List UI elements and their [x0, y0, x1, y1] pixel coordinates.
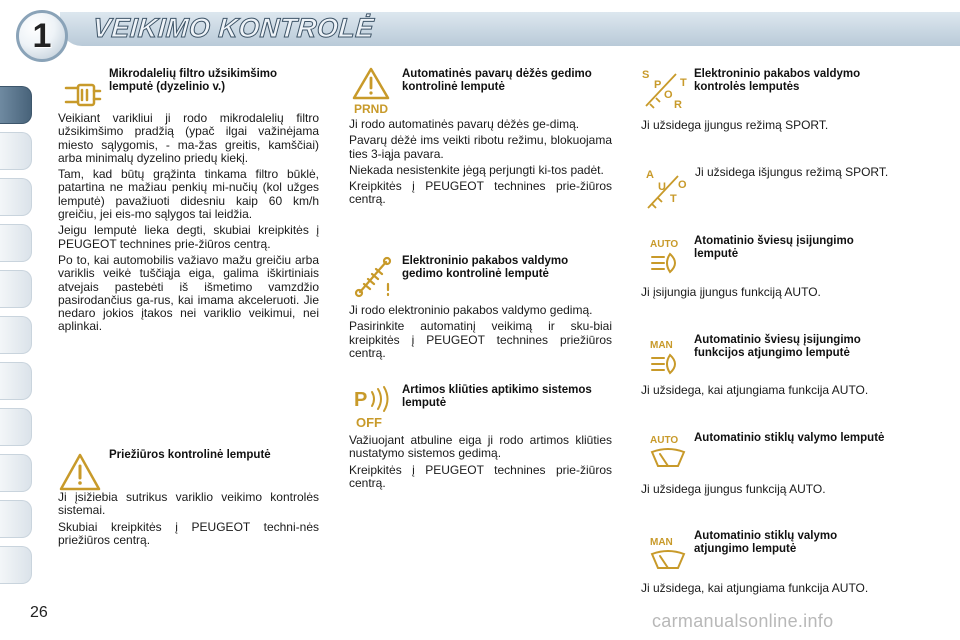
paragraph: Ji įsijungia įjungus funkciją AUTO. — [641, 285, 821, 299]
section-title-suspension-control: Elektroninio pakabos valdymo kontrolės lemputės — [694, 68, 861, 93]
section-text-suspension-fault — [349, 304, 612, 363]
paragraph: Jeigu lemputė lieka degti, skubiai kreipkitės į PEUGEOT technines prie-žiūros centrą. — [58, 223, 319, 251]
svg-text:T: T — [670, 193, 677, 205]
svg-text:A: A — [646, 169, 654, 181]
chapter-number: 1 — [32, 16, 52, 55]
chapter-tab-10[interactable] — [0, 500, 32, 538]
svg-text:P: P — [354, 389, 368, 411]
svg-text:S: S — [642, 69, 650, 81]
chapter-tab-8[interactable] — [0, 408, 32, 446]
svg-text:OFF: OFF — [356, 415, 382, 430]
paragraph: Ji įsižiebia sutrikus variklio veikimo kontrolės sistemai. — [58, 490, 319, 518]
svg-text:MAN: MAN — [650, 537, 673, 548]
section-text-auto-lights — [641, 286, 903, 302]
chapter-tab-2[interactable] — [0, 132, 32, 170]
svg-text:AUTO: AUTO — [650, 239, 679, 250]
section-title-auto-wipers: Automatinio stiklų valymo lemputė — [694, 432, 885, 444]
manual-wipers-icon — [648, 534, 688, 576]
paragraph: Tam, kad būtų grąžinta tinkama filtro būklė, patartina ne mažiau penkių mi-nučių (kol užges lemputė) pavažiuoti didesniu kaip 60 km/h greičiu, jei eis-mo sąlygos tai leidžia. — [58, 167, 319, 222]
paragraph: Ji rodo elektroninio pakabos valdymo gedimą. — [349, 303, 593, 317]
paragraph: Pasirinkite automatinį veikimą ir sku-biai kreipkitės į PEUGEOT technines priežiūros centrą. — [349, 319, 612, 360]
watermark[interactable]: carmanualsonline.info — [652, 611, 834, 631]
section-text-maintenance — [58, 491, 319, 550]
auto-mode-icon — [642, 166, 690, 212]
paragraph: Ji užsidega, kai atjungiama funkcija AUTO. — [641, 581, 869, 595]
auto-wipers-icon — [648, 432, 688, 474]
svg-text:PRND: PRND — [353, 102, 389, 116]
paragraph: Ji užsidega, kai atjungiama funkcija AUTO. — [641, 383, 869, 397]
parking-sensor-off-icon — [352, 384, 398, 430]
section-title-parking-sensor: Artimos kliūties aptikimo sistemos lemputė — [402, 384, 592, 409]
chapter-title: VEIKIMO KONTROLĖ — [91, 13, 376, 43]
svg-text:R: R — [674, 99, 682, 111]
auto-lights-icon — [648, 236, 688, 278]
paragraph: Veikiant varikliui ji rodo mikrodalelių filtro užsikimšimo pradžią (ypač ilgai važinėjama miesto sąlygomis, - ma-žas greitis, kamščiai) arba minimalų dyzelino priedų kiekį. — [58, 111, 319, 165]
section-title-maintenance: Priežiūros kontrolinė lemputė — [109, 449, 271, 461]
section-title-manual-lights: Automatinio šviesų įsijungimo funkcijos atjungimo lemputė — [694, 334, 861, 359]
paragraph: Kreipkitės į PEUGEOT technines prie-žiūros centrą. — [349, 462, 612, 490]
section-title-suspension-fault: Elektroninio pakabos valdymo gedimo kontrolinė lemputė — [402, 255, 569, 280]
suspension-fault-icon — [350, 254, 398, 300]
chapter-tab-9[interactable] — [0, 454, 32, 492]
chapter-tab-3[interactable] — [0, 178, 32, 216]
chapter-tab-6[interactable] — [0, 316, 32, 354]
chapter-tab-7[interactable] — [0, 362, 32, 400]
svg-text:O: O — [678, 179, 687, 191]
section-text-manual-lights — [641, 384, 903, 400]
manual-lights-icon — [648, 337, 688, 379]
paragraph: Niekada nesistenkite jėgą perjungti ki-tos padėt. — [349, 162, 604, 177]
paragraph: Važiuojant atbuline eiga ji rodo artimos kliūties nustatymo sistemos gedimą. — [349, 433, 612, 461]
paragraph: Ji užsidega įjungus funkciją AUTO. — [641, 482, 826, 496]
paragraph: Ji rodo automatinės pavarų dėžės ge-dimą. — [349, 117, 580, 131]
gearbox-warning-icon — [348, 66, 394, 116]
chapter-tab-1[interactable] — [0, 86, 32, 124]
paragraph: Pavarų dėžė ims veikti ribotu režimu, blokuojama ties 3-iąja pavara. — [349, 133, 612, 161]
chapter-tab-strip — [0, 62, 34, 582]
section-title-auto-lights: Atomatinio šviesų įsijungimo lemputė — [694, 235, 854, 260]
paragraph: Po to, kai automobilis važiavo mažu greičiu arba variklis veikė tuščiąja eiga, galima iškirtiniais atvejais pastebėti iš išmetimo vamzdžio pasirodančius ga-rus, kai imama akceleruoti. Jie nedaro jokios įtakos nei variklio veikimui, nei aplinkai. — [58, 252, 319, 334]
section-text-parking-sensor — [349, 434, 612, 493]
section-text-manual-wipers — [641, 582, 903, 598]
page-header — [0, 0, 960, 62]
section-text-auto-mode — [695, 166, 903, 182]
page-number: 26 — [30, 604, 48, 621]
svg-text:O: O — [664, 89, 673, 101]
paragraph: Ji užsidega išjungus režimą SPORT. — [695, 165, 889, 179]
section-text-gearbox — [349, 118, 612, 210]
paragraph: Skubiai kreipkitės į PEUGEOT techni-nės priežiūros centrą. — [58, 519, 319, 547]
chapter-number-badge — [16, 10, 68, 62]
section-text-auto-wipers — [641, 483, 903, 499]
svg-text:MAN: MAN — [650, 340, 673, 351]
chapter-tab-4[interactable] — [0, 224, 32, 262]
svg-text:AUTO: AUTO — [650, 435, 679, 446]
paragraph: Ji užsidega įjungus režimą SPORT. — [641, 118, 829, 132]
svg-text:U: U — [658, 181, 666, 193]
paragraph: Kreipkitės į PEUGEOT technines prie-žiūros centrą. — [349, 179, 612, 207]
svg-text:P: P — [654, 79, 662, 91]
chapter-tab-5[interactable] — [0, 270, 32, 308]
chapter-tab-11[interactable] — [0, 546, 32, 584]
section-text-sport-mode — [641, 119, 903, 135]
section-text-particle-filter — [58, 112, 319, 337]
section-title-particle-filter: Mikrodalelių filtro užsikimšimo lemputė (dyzelinio v.) — [109, 68, 278, 93]
section-title-gearbox: Automatinės pavarų dėžės gedimo kontrolinė lemputė — [402, 68, 592, 93]
section-title-manual-wipers: Automatinio stiklų valymo atjungimo lemputė — [694, 530, 838, 555]
sport-mode-icon — [640, 66, 688, 112]
svg-text:T: T — [680, 77, 687, 89]
